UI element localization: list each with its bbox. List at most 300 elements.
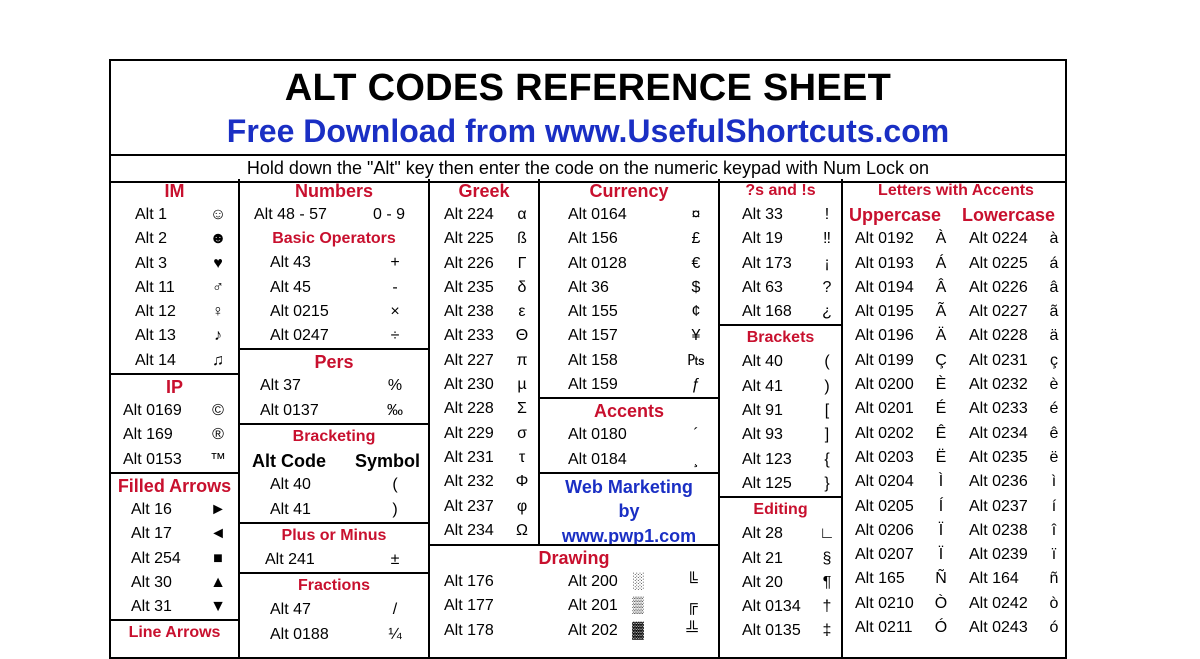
section-title-editing: Editing (753, 501, 808, 519)
alt-code: Alt 159 (568, 376, 618, 394)
alt-code: Alt 0225 (969, 254, 1028, 272)
alt-code: Alt 30 (131, 573, 172, 591)
list-item (111, 448, 238, 472)
symbol: ÷ (390, 327, 400, 345)
alt-code: Alt 155 (568, 303, 618, 321)
alt-code: Alt 176 (444, 573, 494, 590)
alt-code: Alt 14 (135, 351, 176, 369)
symbol: £ (691, 230, 701, 248)
page-title: ALT CODES REFERENCE SHEET (284, 67, 892, 109)
accents-list (540, 423, 718, 472)
instructions: Hold down the "Alt" key then enter the code on the numeric keypad with Num Lock on (111, 154, 1065, 183)
symbol: é (1049, 400, 1059, 418)
alt-code: Alt 227 (444, 351, 494, 369)
list-item (430, 495, 538, 519)
symbol: ] (824, 426, 830, 444)
symbol: ò (1049, 594, 1059, 612)
alt-code: Alt 0201 (855, 400, 914, 418)
list-item (111, 227, 238, 251)
symbol: † (822, 598, 832, 616)
alt-code: Alt 169 (123, 426, 173, 444)
alt-code: Alt 228 (444, 400, 494, 418)
list-item (540, 349, 718, 373)
alt-code: Alt 241 (265, 550, 315, 568)
list-item (430, 397, 538, 421)
symbol: ï (1051, 546, 1057, 564)
list-item (240, 276, 428, 300)
section-title-filled-arrows: Filled Arrows (117, 475, 232, 496)
symbol: ♫ (212, 351, 224, 369)
symbol: / (392, 601, 398, 619)
symbol: ► (210, 500, 226, 518)
letters-list (843, 227, 1067, 640)
symbol: τ (518, 448, 526, 466)
list-item (540, 276, 718, 300)
list-item (111, 595, 238, 619)
symbol: § (822, 549, 832, 567)
symbol: À (935, 230, 947, 248)
list-item (111, 423, 238, 447)
pers-list (240, 374, 428, 423)
symbol: ¿ (822, 303, 832, 321)
symbol: } (824, 474, 830, 492)
alt-code: Alt 157 (568, 327, 618, 345)
list-item (540, 300, 718, 324)
alt-code: Alt 11 (135, 278, 175, 296)
symbol: ) (392, 500, 398, 518)
drawing-list (430, 570, 718, 643)
alt-code: Alt 13 (135, 327, 176, 345)
alt-code: Alt 173 (742, 254, 792, 272)
numbers-list (240, 203, 428, 227)
letters-header (843, 203, 1067, 227)
symbol: ´ (693, 426, 699, 444)
column-im (111, 179, 240, 657)
alt-code: Alt 235 (444, 278, 494, 296)
symbol: ♥ (213, 254, 223, 272)
alt-code: Alt 21 (742, 549, 783, 567)
list-item (843, 446, 1067, 470)
alt-code: Alt 0227 (969, 303, 1028, 321)
download-link[interactable]: Free Download from www.UsefulShortcuts.com (226, 113, 950, 149)
section-title-greek: Greek (458, 181, 510, 201)
section-title-accents: Accents (593, 401, 665, 422)
alt-code: Alt 19 (742, 230, 783, 248)
list-item (430, 203, 538, 227)
alt-code: Alt 91 (742, 402, 783, 420)
alt-code: Alt 254 (131, 549, 181, 567)
alt-code: Alt 20 (742, 573, 783, 591)
list-item (430, 446, 538, 470)
list-item (843, 227, 1067, 251)
im-list (111, 203, 238, 373)
alt-code: Alt 0247 (270, 327, 329, 345)
alt-code: Alt 123 (742, 450, 792, 468)
alt-code: Alt 43 (270, 254, 311, 272)
alt-code: Alt 12 (135, 303, 176, 321)
column-greek (430, 179, 540, 544)
symbol: ä (1049, 327, 1059, 345)
list-item (720, 276, 841, 300)
symbol: ) (824, 377, 830, 395)
symbol: É (935, 400, 947, 418)
symbol: ó (1049, 619, 1059, 637)
alt-code: Alt 47 (270, 601, 311, 619)
alt-code: Alt 0204 (855, 473, 914, 491)
alt-code-heading: Alt Code (252, 451, 326, 472)
list-item (720, 399, 841, 423)
section-title-im: IM (164, 181, 185, 201)
alt-code: Alt 0224 (969, 230, 1028, 248)
symbol: á (1049, 254, 1059, 272)
list-item (430, 349, 538, 373)
alt-code: Alt 0215 (270, 302, 329, 320)
alt-code: Alt 0169 (123, 402, 182, 420)
alt-code: Alt 225 (444, 230, 494, 248)
list-item (430, 300, 538, 324)
symbol: ▲ (210, 573, 226, 591)
list-item (843, 349, 1067, 373)
list-item (111, 324, 238, 348)
alt-code: Alt 0232 (969, 376, 1028, 394)
list-item (430, 570, 718, 594)
symbol: ╩ (686, 621, 698, 639)
alt-code: Alt 17 (131, 525, 172, 543)
alt-code: Alt 0184 (568, 450, 627, 468)
symbol: È (935, 376, 947, 394)
symbol: π (516, 351, 528, 369)
alt-code: Alt 0233 (969, 400, 1028, 418)
symbol: Ω (516, 521, 528, 539)
alt-code: Alt 0195 (855, 303, 914, 321)
section-title-currency: Currency (589, 181, 669, 201)
symbol: Ó (934, 619, 948, 637)
list-item (240, 498, 428, 522)
uppercase-heading: Uppercase (849, 205, 942, 225)
web-marketing-line1: Web Marketing (565, 476, 693, 497)
section-title-letters: Letters with Accents (878, 182, 1034, 199)
section-title-line-arrows: Line Arrows (128, 624, 221, 642)
symbol: ì (1051, 473, 1057, 491)
symbol: ╚ (686, 573, 698, 590)
alt-code: Alt 156 (568, 230, 618, 248)
alt-code: Alt 0134 (742, 598, 801, 616)
symbol: í (1051, 497, 1057, 515)
alt-code: Alt 3 (135, 254, 168, 272)
list-item (720, 472, 841, 496)
list-item (843, 543, 1067, 567)
alt-code: Alt 177 (444, 597, 494, 615)
symbol: Ã (935, 303, 947, 321)
symbol: 0 - 9 (372, 206, 405, 223)
section-title-fractions: Fractions (297, 577, 370, 595)
section-title-drawing: Drawing (538, 548, 610, 568)
list-item (111, 399, 238, 423)
symbol: Φ (515, 473, 529, 491)
symbol: Ë (935, 448, 947, 466)
list-item (720, 252, 841, 276)
list-item (430, 619, 718, 643)
section-title-qs: ?s and !s (745, 182, 816, 199)
list-item (540, 324, 718, 348)
symbol: ¸ (693, 450, 699, 468)
list-item (843, 300, 1067, 324)
alt-code: Alt 33 (742, 206, 783, 223)
alt-code: Alt 0128 (568, 254, 627, 272)
list-item (111, 498, 238, 522)
plus-minus-list (240, 548, 428, 572)
alt-code: Alt 0237 (969, 497, 1028, 515)
section-title-plus-minus: Plus or Minus (281, 526, 387, 544)
list-item (540, 227, 718, 251)
list-item (111, 203, 238, 227)
symbol: à (1049, 230, 1059, 248)
alt-code: Alt 168 (742, 303, 792, 321)
list-item (111, 349, 238, 373)
list-item (240, 203, 428, 227)
alt-code: Alt 0210 (855, 594, 914, 612)
list-item (111, 300, 238, 324)
alt-code: Alt 0200 (855, 376, 914, 394)
symbol: è (1049, 376, 1059, 394)
alt-code: Alt 41 (742, 377, 783, 395)
list-item (240, 374, 428, 398)
alt-code: Alt 0202 (855, 424, 914, 442)
section-title-numbers: Numbers (294, 181, 374, 201)
alt-code: Alt 0243 (969, 619, 1028, 637)
list-item (720, 595, 841, 619)
list-item (843, 422, 1067, 446)
list-item (720, 350, 841, 374)
alt-code: Alt 28 (742, 525, 783, 543)
drawing-section (430, 544, 720, 657)
symbol: Θ (515, 327, 529, 345)
symbol: ∟ (819, 525, 835, 543)
list-item (843, 252, 1067, 276)
editing-list (720, 522, 841, 643)
alt-code: Alt 0226 (969, 278, 1028, 296)
alt-code: Alt 0188 (270, 625, 329, 643)
alt-code: Alt 0238 (969, 521, 1028, 539)
greek-list (430, 203, 538, 543)
alt-code: Alt 238 (444, 303, 494, 321)
alt-code: Alt 0242 (969, 594, 1028, 612)
alt-code: Alt 0193 (855, 254, 914, 272)
operators-list (240, 251, 428, 348)
alt-code: Alt 233 (444, 327, 494, 345)
symbol: â (1049, 278, 1059, 296)
list-item (430, 422, 538, 446)
alt-code: Alt 224 (444, 206, 494, 223)
alt-code: Alt 0135 (742, 622, 801, 640)
list-item (843, 373, 1067, 397)
section-title-ip: IP (165, 377, 183, 398)
list-item (430, 373, 538, 397)
alt-code: Alt 63 (742, 278, 783, 296)
symbol-heading: Symbol (354, 451, 420, 472)
alt-code: Alt 0234 (969, 424, 1028, 442)
symbol: © (212, 402, 224, 420)
list-item (430, 470, 538, 494)
symbol: ™ (210, 450, 226, 468)
list-item (843, 397, 1067, 421)
list-item (720, 423, 841, 447)
list-item (843, 495, 1067, 519)
symbol: € (691, 254, 701, 272)
symbol: ‡ (822, 622, 832, 640)
alt-code: Alt 1 (135, 206, 168, 223)
symbol: Ç (935, 351, 947, 369)
list-item (240, 598, 428, 622)
alt-code: Alt 230 (444, 376, 494, 394)
alt-code: Alt 237 (444, 497, 494, 515)
list-item (240, 399, 428, 423)
list-item (430, 276, 538, 300)
list-item (240, 473, 428, 497)
symbol: ☺ (209, 206, 227, 223)
alt-code: Alt 234 (444, 521, 494, 539)
symbol: % (387, 377, 403, 395)
symbol: ( (824, 353, 830, 371)
symbol: ñ (1049, 570, 1059, 588)
symbol: ç (1050, 351, 1058, 369)
symbol: φ (516, 497, 528, 515)
list-item (720, 522, 841, 546)
bracketing-list (240, 473, 428, 522)
list-item (430, 252, 538, 276)
alt-code: Alt 226 (444, 254, 494, 272)
list-item (720, 547, 841, 571)
alt-code: Alt 36 (568, 278, 609, 296)
symbol: { (824, 450, 830, 468)
symbol: ! (824, 206, 830, 223)
list-item (720, 300, 841, 324)
alt-code: Alt 93 (742, 426, 783, 444)
symbol: ¢ (691, 303, 701, 321)
alt-code: Alt 229 (444, 424, 494, 442)
symbol: ╔ (686, 597, 698, 615)
symbol: µ (517, 376, 527, 394)
lowercase-heading: Lowercase (962, 205, 1056, 225)
qs-list (720, 203, 841, 324)
list-item (843, 616, 1067, 640)
list-item (430, 324, 538, 348)
symbol: ± (390, 550, 400, 568)
symbol: ₧ (687, 351, 705, 369)
list-item (720, 571, 841, 595)
alt-code: Alt 0206 (855, 521, 914, 539)
alt-code: Alt 0192 (855, 230, 914, 248)
alt-code: Alt 202 (568, 621, 618, 639)
symbol: ♪ (214, 327, 222, 345)
list-item (720, 203, 841, 227)
fractions-list (240, 598, 428, 647)
currency-list (540, 203, 718, 397)
list-item (720, 448, 841, 472)
list-item (720, 619, 841, 643)
list-item (111, 276, 238, 300)
symbol: ¥ (691, 327, 701, 345)
symbol: ░ (632, 573, 644, 590)
alt-code: Alt 2 (135, 230, 168, 248)
symbol: ♀ (212, 303, 224, 321)
symbol: × (390, 302, 400, 320)
list-item (843, 567, 1067, 591)
symbol: δ (517, 278, 527, 296)
alt-code: Alt 0235 (969, 448, 1028, 466)
alt-code: Alt 31 (131, 598, 172, 616)
list-item (240, 251, 428, 275)
symbol: Ï (938, 521, 944, 539)
symbol: ë (1049, 448, 1059, 466)
reference-sheet (109, 59, 1067, 659)
symbol: $ (691, 278, 701, 296)
ip-list (111, 399, 238, 472)
alt-code: Alt 45 (270, 278, 311, 296)
list-item (720, 227, 841, 251)
web-marketing-link[interactable]: www.pwp1.com (561, 525, 697, 546)
list-item (843, 276, 1067, 300)
symbol: Σ (517, 400, 527, 418)
list-item (240, 324, 428, 348)
symbol: Ä (935, 327, 947, 345)
symbol: ¶ (822, 573, 832, 591)
symbol: Γ (517, 254, 527, 272)
alt-code: Alt 0239 (969, 546, 1028, 564)
column-currency (540, 179, 720, 544)
symbol: ( (392, 476, 398, 494)
alt-code: Alt 200 (568, 573, 618, 590)
list-item (430, 519, 538, 543)
alt-code: Alt 0203 (855, 448, 914, 466)
list-item (430, 594, 718, 618)
symbol: Á (935, 254, 947, 272)
symbol: ê (1049, 424, 1059, 442)
list-item (111, 547, 238, 571)
column-numbers (240, 179, 430, 657)
alt-code: Alt 48 - 57 (254, 206, 327, 223)
list-item (540, 423, 718, 447)
symbol: ¤ (691, 206, 701, 223)
column-questions (720, 179, 843, 657)
symbol: ß (517, 230, 527, 248)
symbol: ■ (213, 549, 223, 567)
list-item (111, 571, 238, 595)
alt-code: Alt 37 (260, 377, 301, 395)
symbol: ¼ (388, 625, 402, 643)
list-item (430, 227, 538, 251)
alt-code: Alt 0207 (855, 546, 914, 564)
symbol: Ì (938, 473, 944, 491)
symbol: ® (212, 426, 224, 444)
list-item (240, 623, 428, 647)
symbol: - (392, 278, 398, 296)
list-item (843, 592, 1067, 616)
alt-code: Alt 164 (969, 570, 1019, 588)
section-title-basic-operators: Basic Operators (272, 230, 396, 248)
alt-code: Alt 125 (742, 474, 792, 492)
symbol: ƒ (691, 376, 701, 394)
section-title-brackets: Brackets (746, 329, 815, 347)
alt-code: Alt 178 (444, 621, 494, 639)
symbol: ▼ (210, 598, 226, 616)
symbol: [ (824, 402, 830, 420)
list-item (843, 324, 1067, 348)
alt-code: Alt 165 (855, 570, 905, 588)
alt-code: Alt 0236 (969, 473, 1028, 491)
symbol: Ò (934, 594, 948, 612)
symbol: ☻ (209, 230, 227, 248)
